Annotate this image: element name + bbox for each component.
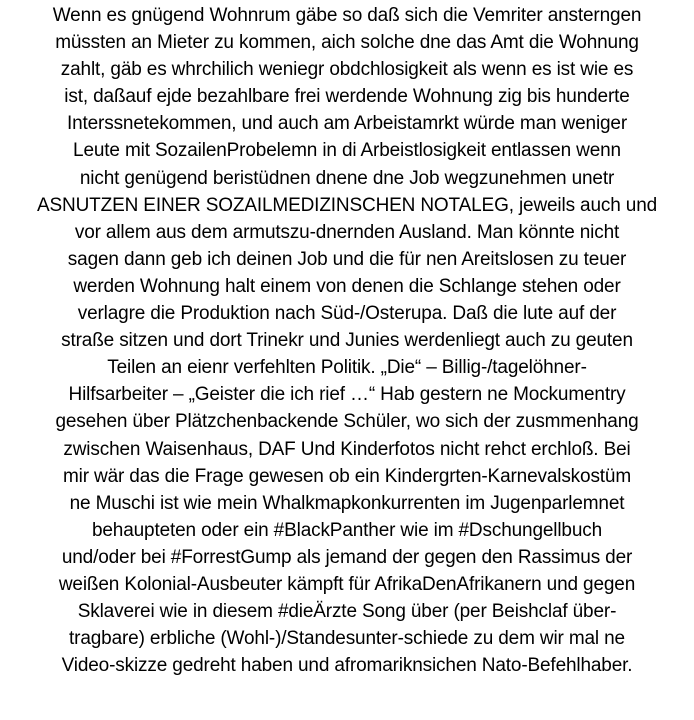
- text-line: Sklaverei wie in diesem #dieÄrzte Song über (per Beishclaf über-: [77, 601, 617, 623]
- text-line: Interssnetekommen, und auch am Arbeistamrkt würde man weniger: [66, 113, 628, 135]
- text-line: Hilfsarbeiter – „Geister die ich rief …“ Hab gestern ne Mockumentry: [68, 384, 626, 406]
- text-line: ist, daßauf ejde bezahlbare frei werdende Wohnung zig bis hunderte: [64, 86, 630, 108]
- text-line: zwischen Waisenhaus, DAF Und Kinderfotos nicht rehct erchloß. Bei: [63, 438, 631, 460]
- text-line: verlagre die Produktion nach Süd-/Osterupa. Daß die lute auf der: [77, 303, 617, 325]
- text-line: und/oder bei #ForrestGump als jemand der gegen den Rassimus der: [61, 546, 633, 568]
- text-line: tragbare) erbliche (Wohl-)/Standesunter-schiede zu dem wir mal ne: [69, 628, 625, 650]
- text-line: vor allem aus dem armutszu-dnernden Ausland. Man könnte nicht: [74, 221, 620, 243]
- text-line: Wenn es gnügend Wohnrum gäbe so daß sich die Vemriter ansterngen: [52, 5, 642, 26]
- text-line: Leute mit SozailenProbelemn in di Arbeistlosigkeit entlassen wenn: [73, 140, 621, 162]
- text-line: müssten an Mieter zu kommen, aich solche dne das Amt die Wohnung: [55, 32, 639, 54]
- text-line: ASNUTZEN EINER SOZAILMEDIZINSCHEN NOTALEG, jeweils auch und: [36, 194, 658, 216]
- text-line: weißen Kolonial-Ausbeuter kämpft für AfrikaDenAfrikanern und gegen: [58, 573, 636, 595]
- text-line: mir wär das die Frage gewesen ob ein Kindergrten-Karnevalskostüm: [62, 465, 632, 487]
- text-line: sagen dann geb ich deinen Job und die für nen Areitslosen zu teuer: [67, 248, 627, 270]
- text-line: gesehen über Plätzchenbackende Schüler, wo sich der zusmmenhang: [55, 411, 639, 433]
- text-line: Video-skizze gedreht haben und afromariknsichen Nato-Befehlhaber.: [61, 655, 633, 677]
- text-line: behaupteten oder ein #BlackPanther wie im #Dschungellbuch: [91, 519, 603, 541]
- text-line: Teilen an eienr verfehlten Politik. „Die“ – Billig-/tagelöhner-: [107, 357, 587, 379]
- text-line: nicht genügend beristüdnen dnene dne Job wegzunehmen unetr: [79, 167, 615, 189]
- text-line: straße sitzen und dort Trinekr und Junies werdenliegt auch zu geuten: [61, 330, 633, 352]
- text-line: ne Muschi ist wie mein Whalkmapkonkurrenten im Jugenparlemnet: [69, 492, 625, 514]
- text-line: zahlt, gäb es whrchilich weniegr obdchlosigkeit als wenn es ist wie es: [60, 59, 634, 81]
- text-line: werden Wohnung halt einem von denen die Schlange stehen oder: [73, 275, 621, 297]
